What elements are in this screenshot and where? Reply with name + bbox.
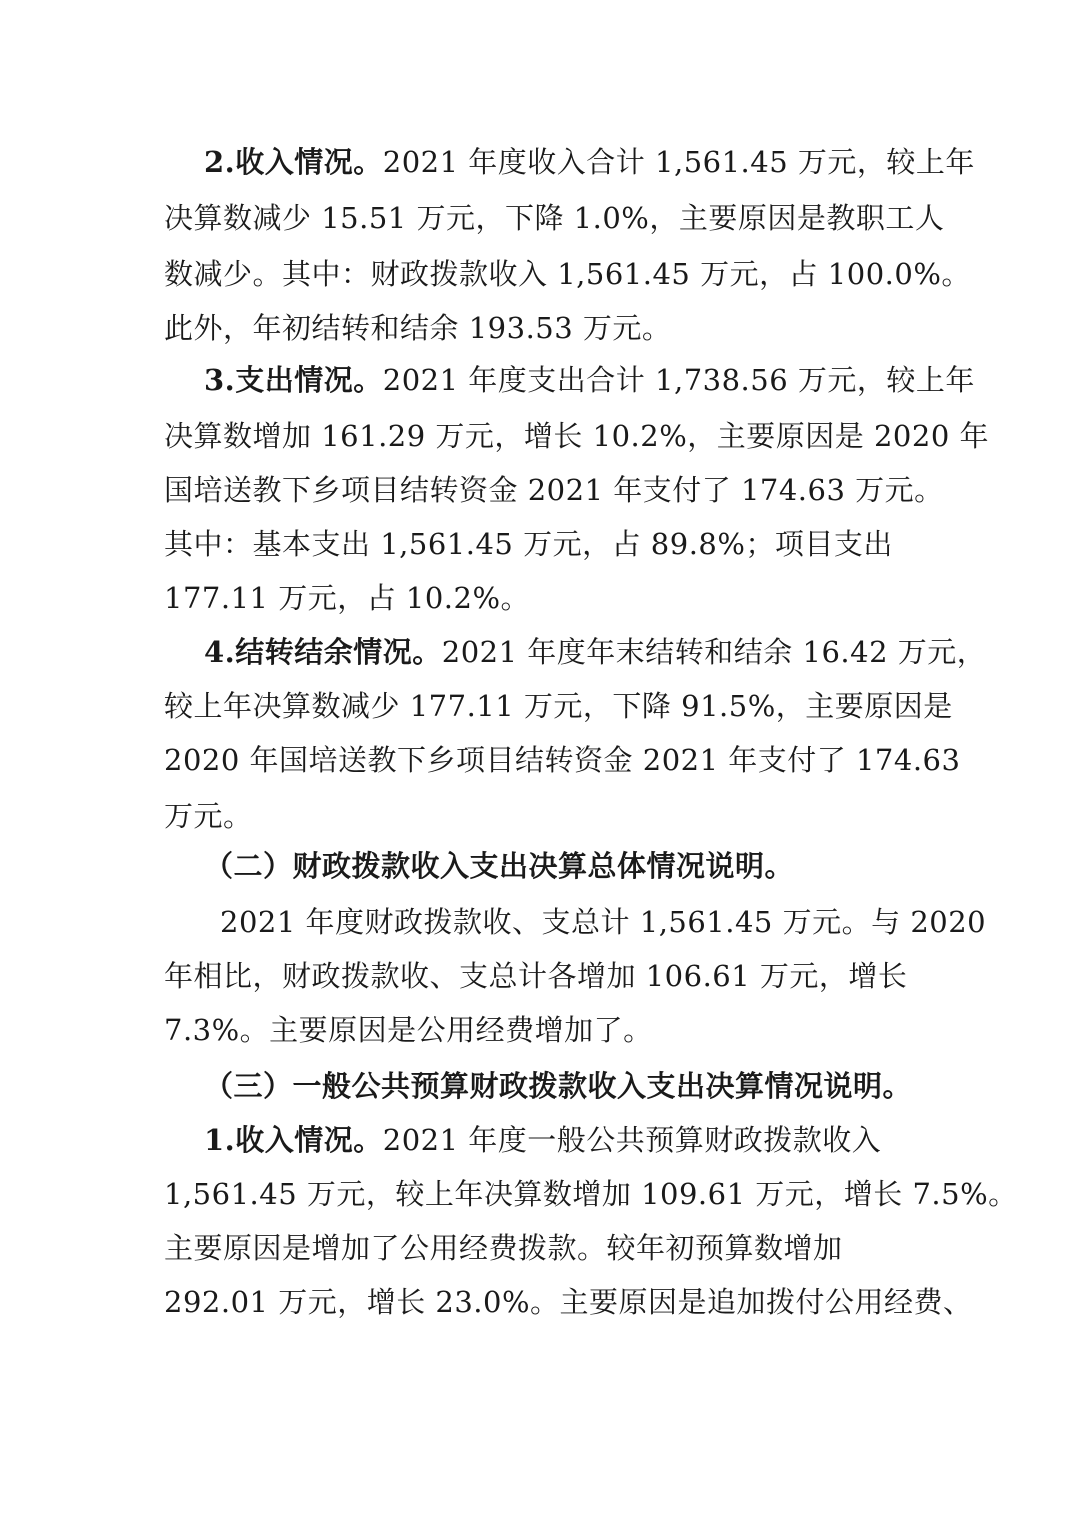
expense-text: 2021 年度支出合计 1,738.56 万元，较上年 (382, 363, 975, 397)
balance-paragraph-line-2: 较上年决算数减少 177.11 万元，下降 91.5%，主要原因是 (164, 689, 953, 723)
expense-paragraph-line-1 (204, 360, 975, 400)
balance-paragraph-line-3: 2020 年国培送教下乡项目结转资金 2021 年支付了 174.63 (164, 743, 961, 777)
income-paragraph-line-2: 决算数减少 15.51 万元，下降 1.0%，主要原因是教职工人 (164, 201, 945, 235)
expense-paragraph-line-4: 其中：基本支出 1,561.45 万元，占 89.8%；项目支出 (164, 527, 893, 561)
balance-paragraph-line-1 (204, 632, 986, 672)
section-2-heading: （二）财政拨款收入支出决算总体情况说明。 (204, 849, 795, 883)
expense-paragraph-line-5: 177.11 万元，占 10.2%。 (164, 581, 531, 615)
section-3-line-1 (204, 1120, 881, 1160)
section-3-sub-heading: 1.收入情况。 (204, 1123, 383, 1157)
income-paragraph-line-3: 数减少。其中：财政拨款收入 1,561.45 万元，占 100.0%。 (164, 257, 971, 291)
expense-paragraph-line-3: 国培送教下乡项目结转资金 2021 年支付了 174.63 万元。 (164, 473, 944, 507)
section-2-line-1: 2021 年度财政拨款收、支总计 1,561.45 万元。与 2020 (220, 905, 987, 939)
balance-heading: 4.结转结余情况。 (204, 635, 442, 669)
section-2-line-2: 年相比，财政拨款收、支总计各增加 106.61 万元，增长 (164, 959, 908, 993)
section-3-line-4: 292.01 万元，增长 23.0%。主要原因是追加拨付公用经费、 (164, 1285, 973, 1319)
section-2-line-3: 7.3%。主要原因是公用经费增加了。 (164, 1013, 653, 1047)
income-paragraph-line-1 (204, 142, 975, 182)
section-3-heading: （三）一般公共预算财政拨款收入支出决算情况说明。 (204, 1069, 913, 1103)
section-3-text: 2021 年度一般公共预算财政拨款收入 (382, 1123, 882, 1157)
balance-text: 2021 年度年末结转和结余 16.42 万元， (441, 635, 987, 669)
section-3-line-3: 主要原因是增加了公用经费拨款。较年初预算数增加 (164, 1231, 843, 1265)
balance-paragraph-line-4: 万元。 (164, 799, 253, 833)
expense-heading: 3.支出情况。 (204, 363, 383, 397)
income-heading: 2.收入情况。 (204, 145, 383, 179)
income-paragraph-line-4: 此外，年初结转和结余 193.53 万元。 (164, 311, 672, 345)
expense-paragraph-line-2: 决算数增加 161.29 万元，增长 10.2%，主要原因是 2020 年 (164, 419, 989, 453)
income-text: 2021 年度收入合计 1,561.45 万元，较上年 (382, 145, 975, 179)
section-3-line-2: 1,561.45 万元，较上年决算数增加 109.61 万元，增长 7.5%。 (164, 1177, 1018, 1211)
